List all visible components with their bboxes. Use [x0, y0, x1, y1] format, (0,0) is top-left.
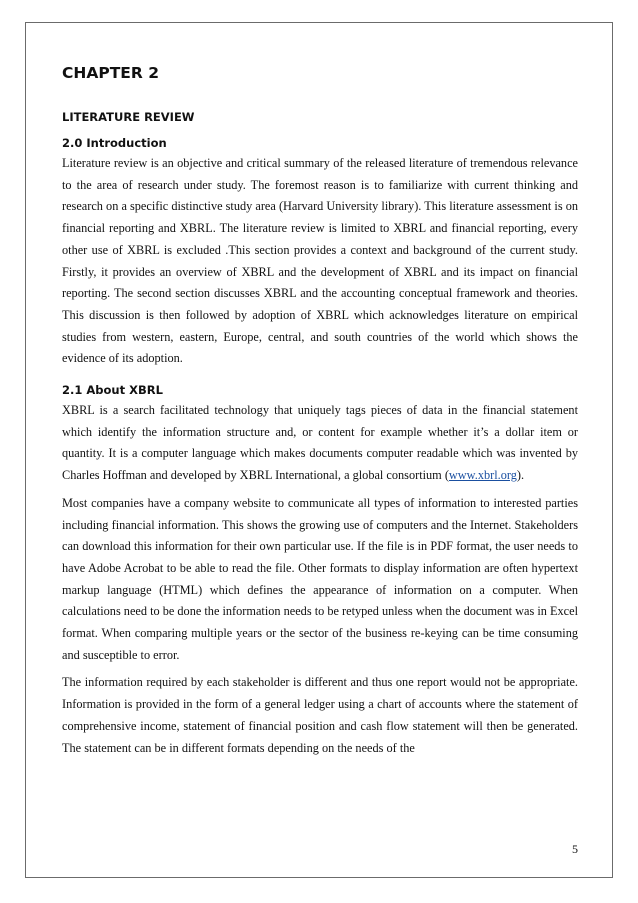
- chapter-title: CHAPTER 2: [62, 64, 159, 82]
- about-xbrl-paragraph-3: The information required by each stakeholder is different and thus one report would not be appropriate. Information is provided in the form of a general ledger using a chart of accounts where the statement of comprehensive income, statement of financial position and cash flow statement will then be generated. The statement can be in different formats depending on the needs of the: [62, 675, 578, 755]
- about-xbrl-paragraph-1-end: ).: [516, 468, 525, 483]
- page-number: 5: [572, 842, 578, 856]
- literature-review-heading: LITERATURE REVIEW: [62, 110, 195, 124]
- about-xbrl-paragraph-1: [62, 400, 578, 487]
- page-content: [62, 60, 578, 759]
- about-xbrl-heading: 2.1 About XBRL: [62, 383, 163, 398]
- about-xbrl-paragraph-2: Most companies have a company website to communicate all types of information to interested parties including financial information. This shows the growing use of computers and the Internet. Stakeholders can download this information for their own particular use. If the file is in PDF format, the user needs to have Adobe Acrobat to be able to read the file. Other formats to display information are often hypertext markup language (HTML) which defines the appearance of information on a computer. When calculations need to be done the information needs to be retyped unless when the document was in Excel format. When comparing multiple years or the sector of the business re-keying can be time consuming and susceptible to error.: [62, 495, 578, 662]
- about-xbrl-paragraph-1-text: XBRL is a search facilitated technology that uniquely tags pieces of data in the financial statement which identify the information structure and, or content for example whether it’s a dollar item or quantity. It is a computer language which makes documents computer readable which was invented by Charles Hoffman and developed by XBRL International, a global consortium (: [62, 403, 578, 483]
- xbrl-website-link[interactable]: www.xbrl.org: [448, 468, 517, 483]
- introduction-paragraph: Literature review is an objective and critical summary of the released literature of tremendous relevance to the area of research under study. The foremost reason is to familiarize with current thinking and research on a specific distinctive study area (Harvard University library). This literature assessment is on financial reporting and XBRL. The literature review is limited to XBRL and financial reporting, every other use of XBRL is excluded .This section provides a context and background of the current study. Firstly, it provides an overview of XBRL and the development of XBRL and its impact on financial reporting. The second section discusses XBRL and the accounting conceptual framework and theories. This discussion is then followed by adoption of XBRL which acknowledges literature on empirical studies from western, eastern, Europe, central, and south countries of the world which shows the evidence of its adoption.: [62, 156, 578, 366]
- introduction-heading: 2.0 Introduction: [62, 136, 167, 150]
